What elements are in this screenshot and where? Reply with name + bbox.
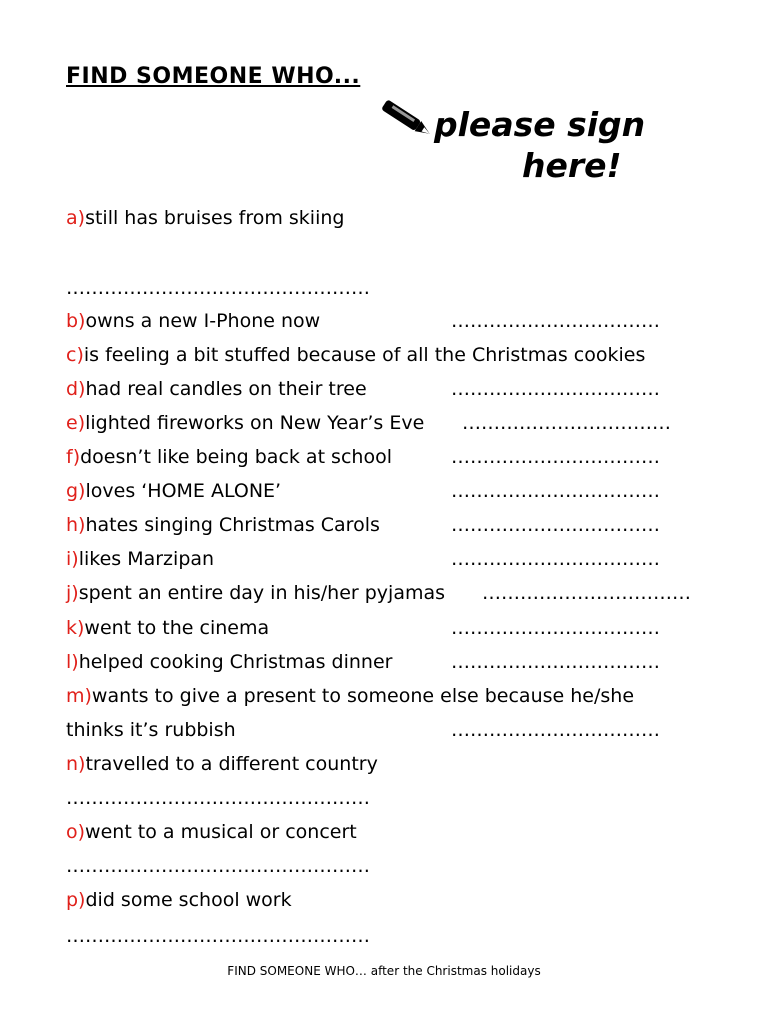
list-item-e bbox=[66, 411, 424, 435]
item-label: a) bbox=[66, 207, 86, 229]
item-label: b) bbox=[66, 310, 86, 332]
item-text: owns a new I-Phone now bbox=[85, 310, 321, 332]
item-label: c) bbox=[66, 344, 84, 366]
list-item-g bbox=[66, 479, 281, 503]
list-item-f bbox=[66, 445, 392, 469]
item-label: f) bbox=[66, 446, 81, 468]
signature-line-b[interactable]: …………………………… bbox=[451, 310, 660, 332]
signature-line-j[interactable]: …………………………… bbox=[482, 582, 691, 604]
signature-line-e[interactable]: …………………………… bbox=[462, 412, 671, 434]
sign-here-heading bbox=[434, 104, 694, 186]
signature-line-d[interactable]: …………………………… bbox=[451, 378, 660, 400]
signature-line-l[interactable]: …………………………… bbox=[451, 651, 660, 673]
item-text: went to the cinema bbox=[84, 617, 270, 639]
item-text: travelled to a different country bbox=[85, 753, 378, 775]
item-text: did some school work bbox=[85, 889, 292, 911]
signature-line-p[interactable]: ………………………………………… bbox=[66, 925, 370, 947]
signature-line-f[interactable]: …………………………… bbox=[451, 446, 660, 468]
item-text: hates singing Christmas Carols bbox=[85, 514, 380, 536]
item-text: spent an entire day in his/her pyjamas bbox=[78, 582, 446, 604]
list-item-a bbox=[66, 206, 344, 230]
list-item-j bbox=[66, 581, 445, 605]
item-label: d) bbox=[66, 378, 86, 400]
item-label: i) bbox=[66, 548, 79, 570]
item-label: k) bbox=[66, 617, 85, 639]
item-text: helped cooking Christmas dinner bbox=[78, 651, 393, 673]
signature-line-g[interactable]: …………………………… bbox=[451, 480, 660, 502]
item-label: p) bbox=[66, 889, 86, 911]
item-label: m) bbox=[66, 685, 92, 707]
item-label: n) bbox=[66, 753, 86, 775]
signature-line-m[interactable]: …………………………… bbox=[451, 719, 660, 741]
item-label: l) bbox=[66, 651, 79, 673]
list-item-p bbox=[66, 888, 292, 912]
pen-icon bbox=[378, 98, 436, 140]
list-item-m bbox=[66, 684, 634, 708]
signature-line-h[interactable]: …………………………… bbox=[451, 514, 660, 536]
item-text: wants to give a present to someone else because he/she bbox=[91, 685, 635, 707]
sign-line-2: here! bbox=[522, 146, 622, 185]
page-title: FIND SOMEONE WHO... bbox=[66, 64, 361, 89]
item-text: doesn’t like being back at school bbox=[80, 446, 392, 468]
item-label: e) bbox=[66, 412, 86, 434]
sign-line-1: please sign bbox=[434, 105, 646, 144]
item-text: had real candles on their tree bbox=[85, 378, 367, 400]
list-item-h bbox=[66, 513, 380, 537]
item-label: g) bbox=[66, 480, 86, 502]
page-footer: FIND SOMEONE WHO… after the Christmas holidays bbox=[227, 964, 541, 978]
item-text: is feeling a bit stuffed because of all the Christmas cookies bbox=[83, 344, 646, 366]
list-item-d bbox=[66, 377, 367, 401]
list-item-l bbox=[66, 650, 392, 674]
list-item-k bbox=[66, 616, 269, 640]
item-text: still has bruises from skiing bbox=[85, 207, 345, 229]
list-item-i bbox=[66, 547, 214, 571]
list-item-m-continued: thinks it’s rubbish bbox=[66, 719, 236, 741]
list-item-o bbox=[66, 820, 357, 844]
signature-line-a[interactable]: ………………………………………… bbox=[66, 277, 370, 299]
item-text: lighted fireworks on New Year’s Eve bbox=[85, 412, 425, 434]
list-item-c bbox=[66, 343, 645, 367]
signature-line-o[interactable]: ………………………………………… bbox=[66, 855, 370, 877]
signature-line-n[interactable]: ………………………………………… bbox=[66, 787, 370, 809]
item-text: loves ‘HOME ALONE’ bbox=[85, 480, 282, 502]
list-item-n bbox=[66, 752, 378, 776]
signature-line-i[interactable]: …………………………… bbox=[451, 548, 660, 570]
list-item-b bbox=[66, 309, 320, 333]
item-label: o) bbox=[66, 821, 86, 843]
item-label: j) bbox=[66, 582, 79, 604]
item-label: h) bbox=[66, 514, 86, 536]
item-text: went to a musical or concert bbox=[85, 821, 357, 843]
signature-line-k[interactable]: …………………………… bbox=[451, 617, 660, 639]
item-text: likes Marzipan bbox=[78, 548, 215, 570]
